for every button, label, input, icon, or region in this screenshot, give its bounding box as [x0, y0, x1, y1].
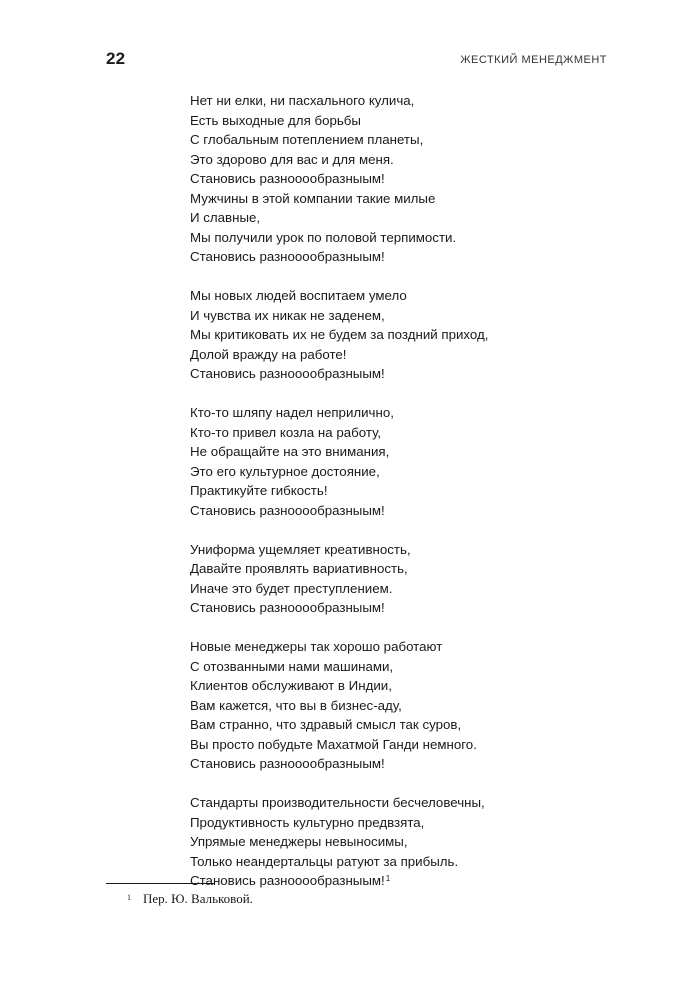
footnote-number: 1: [127, 893, 131, 902]
poem-line: [190, 637, 610, 657]
poem-line-text: Мы новых людей воспитаем умело: [190, 288, 407, 303]
footnote-text: Пер. Ю. Вальковой.: [143, 891, 253, 906]
poem-line-text: Становись разнооообразныым!: [190, 366, 385, 381]
poem-line: [190, 345, 610, 365]
poem-line-text: Кто-то шляпу надел неприлично,: [190, 405, 394, 420]
poem-line: [190, 579, 610, 599]
poem-line: [190, 657, 610, 677]
poem-line: [190, 754, 610, 774]
poem-line: [190, 852, 610, 872]
poem-line: [190, 832, 610, 852]
poem-line-text: И чувства их никак не заденем,: [190, 307, 385, 323]
poem-line-text: Становись разнооообразныым!: [190, 873, 385, 888]
poem-line-text: Вам кажется, что вы в бизнес-аду,: [190, 697, 402, 713]
poem-stanza: [190, 540, 610, 618]
poem-line-text: Долой вражду на работе!: [190, 346, 347, 362]
footnote-reference: 1: [385, 874, 391, 883]
poem-line-text: Становись разнооообразныым!: [190, 171, 385, 186]
poem-line: [190, 111, 610, 131]
poem-line: [190, 403, 610, 423]
poem-line-text: Мы получили урок по половой терпимости.: [190, 229, 457, 245]
poem-line: [190, 423, 610, 443]
poem-line: [190, 442, 610, 462]
poem-line: [190, 735, 610, 755]
poem-line-text: Вам странно, что здравый смысл так суров,: [190, 717, 462, 732]
poem-line-text: Становись разнооообразныым!: [190, 600, 385, 615]
poem-line-text: Клиентов обслуживают в Индии,: [190, 678, 392, 693]
poem-line: [190, 364, 610, 384]
poem-line-text: С отозванными нами машинами,: [190, 658, 394, 674]
poem-line: [190, 150, 610, 170]
poem-line: [190, 189, 610, 209]
poem-line-text: Иначе это будет преступлением.: [190, 580, 393, 596]
poem-line: [190, 676, 610, 696]
poem-line: [190, 208, 610, 228]
poem-line-text: Становись разнооообразныым!: [190, 756, 385, 771]
poem-line-text: Нет ни елки, ни пасхального кулича,: [190, 93, 415, 108]
poem-line-text: Продуктивность культурно предвзята,: [190, 814, 425, 830]
poem-line: [190, 228, 610, 248]
poem-line-text: Униформа ущемляет креативность,: [190, 541, 411, 557]
poem-line: [190, 540, 610, 560]
poem-line: [190, 286, 610, 306]
poem-line-text: Вы просто побудьте Махатмой Ганди немного.: [190, 736, 477, 752]
poem-line-text: Стандарты производительности бесчеловечны,: [190, 795, 485, 810]
poem-line: [190, 793, 610, 813]
poem-line-text: Мы критиковать их не будем за поздний приход,: [190, 327, 489, 342]
poem-line: [190, 598, 610, 618]
poem-line-text: Становись разнооообразныым!: [190, 249, 385, 264]
poem-line-text: Кто-то привел козла на работу,: [190, 424, 382, 440]
poem-line-text: Только неандертальцы ратуют за прибыль.: [190, 853, 459, 869]
poem-line: [190, 696, 610, 716]
poem-line-text: Практикуйте гибкость!: [190, 483, 328, 498]
poem-line-text: Мужчины в этой компании такие милые: [190, 190, 436, 206]
footnote: [127, 890, 253, 908]
poem-line-text: Становись разнооообразныым!: [190, 502, 385, 518]
poem-stanza: [190, 793, 610, 891]
poem-line: [190, 462, 610, 482]
page-number: 22: [106, 49, 126, 68]
poem-stanza: [190, 91, 610, 267]
poem-stanza: [190, 403, 610, 520]
poem-stanza: [190, 286, 610, 384]
poem: [190, 91, 610, 891]
poem-line: [190, 813, 610, 833]
poem-line: [190, 501, 610, 521]
poem-line: [190, 559, 610, 579]
running-header: ЖЕСТКИЙ МЕНЕДЖМЕНТ: [460, 54, 607, 66]
poem-line: [190, 247, 610, 267]
poem-line: [190, 481, 610, 501]
poem-line: [190, 306, 610, 326]
poem-line-text: Новые менеджеры так хорошо работают: [190, 639, 443, 654]
poem-line-text: И славные,: [190, 210, 261, 225]
poem-line-text: Есть выходные для борьбы: [190, 112, 361, 128]
poem-stanza: [190, 637, 610, 774]
poem-line-text: Не обращайте на это внимания,: [190, 444, 390, 459]
poem-line: [190, 325, 610, 345]
poem-line-text: Это его культурное достояние,: [190, 463, 380, 479]
poem-line: [190, 169, 610, 189]
footnote-divider: [106, 883, 215, 884]
poem-line-text: Давайте проявлять вариативность,: [190, 561, 408, 576]
poem-line: [190, 871, 610, 891]
poem-line-text: С глобальным потеплением планеты,: [190, 132, 424, 147]
poem-line: [190, 715, 610, 735]
poem-line: [190, 130, 610, 150]
poem-line-text: Упрямые менеджеры невыносимы,: [190, 834, 408, 849]
poem-line-text: Это здорово для вас и для меня.: [190, 151, 394, 167]
poem-line: [190, 91, 610, 111]
